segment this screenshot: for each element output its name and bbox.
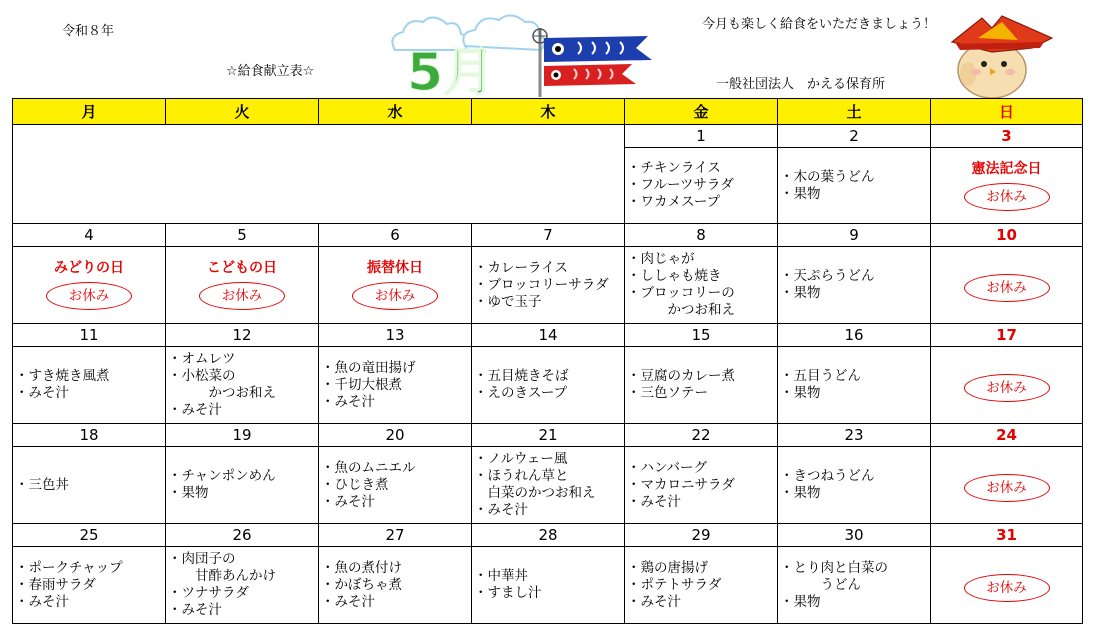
- day-menu: [625, 547, 777, 623]
- menu-calendar: [12, 98, 1083, 624]
- day-number: 13: [319, 324, 472, 347]
- menu-item: ・ひじき煮: [321, 476, 389, 493]
- menu-list: [166, 351, 318, 419]
- menu-item: ・ノルウェー風: [474, 451, 568, 467]
- day-menu: [625, 247, 777, 323]
- koinobori-icon: [528, 22, 663, 97]
- holiday-name: 振替休日: [367, 260, 423, 276]
- menu-item: ・ブロッコリーの: [627, 285, 735, 301]
- menu-item: ・みそ汁: [168, 602, 222, 618]
- menu-item: ・すまし汁: [474, 585, 542, 601]
- menu-item: ・果物: [780, 185, 821, 202]
- weekday-fri: 金: [625, 99, 778, 125]
- day-menu: [319, 547, 471, 623]
- day-menu: [778, 148, 930, 223]
- menu-item: ・三色丼: [15, 476, 69, 493]
- chick-mascot-icon: [948, 8, 1058, 98]
- menu-item: ・みそ汁: [321, 593, 375, 610]
- day-menu: [472, 547, 624, 623]
- day-number: 4: [13, 224, 166, 247]
- day-menu-cell: [13, 447, 166, 524]
- day-menu: [778, 547, 930, 623]
- menu-item: かつお和え: [168, 385, 276, 401]
- month-heading: [405, 38, 505, 96]
- menu-item: ・三色ソテー: [627, 385, 708, 401]
- weekday-thu: 木: [472, 99, 625, 125]
- day-number: 12: [166, 324, 319, 347]
- day-menu-cell: [472, 547, 625, 624]
- menu-list: [778, 169, 930, 203]
- menu-list: [472, 260, 624, 311]
- menu-item: ・オムレツ: [168, 351, 236, 367]
- menu-row: [13, 547, 1083, 624]
- menu-item: ・みそ汁: [168, 402, 222, 418]
- day-menu-cell: [319, 347, 472, 424]
- menu-item: ・果物: [780, 485, 821, 501]
- menu-row: [13, 347, 1083, 424]
- day-number: 29: [625, 524, 778, 547]
- date-row: [13, 324, 1083, 347]
- closed-badge: お休み: [964, 274, 1050, 302]
- menu-item: ・ハンバーグ: [627, 459, 708, 476]
- day-menu: [778, 347, 930, 423]
- day-number: 30: [778, 524, 931, 547]
- day-menu-cell: [625, 447, 778, 524]
- day-number: 8: [625, 224, 778, 247]
- day-menu-cell: [319, 547, 472, 624]
- menu-item: ・肉じゃが: [627, 251, 695, 267]
- menu-item: ・天ぷらうどん: [780, 268, 875, 284]
- menu-item: ・肉団子の: [168, 551, 236, 567]
- holiday-name: みどりの日: [54, 260, 124, 276]
- menu-list: [319, 560, 471, 611]
- day-menu: [778, 247, 930, 323]
- day-menu-cell: [13, 547, 166, 624]
- closed-badge: お休み: [46, 282, 132, 310]
- day-menu-cell: [778, 547, 931, 624]
- day-menu-cell: [166, 547, 319, 624]
- menu-item: ・みそ汁: [321, 493, 375, 510]
- day-number: 2: [778, 125, 931, 148]
- day-menu-cell: [778, 347, 931, 424]
- menu-item: ・チキンライス: [627, 160, 721, 176]
- day-menu-cell: [625, 547, 778, 624]
- day-menu-cell: [166, 247, 319, 324]
- day-number: 20: [319, 424, 472, 447]
- day-menu: [625, 447, 777, 523]
- day-number: 5: [166, 224, 319, 247]
- menu-item: ・すき焼き風煮: [15, 368, 110, 384]
- day-menu-cell: [166, 447, 319, 524]
- menu-row: [13, 447, 1083, 524]
- day-menu-cell: [931, 247, 1083, 324]
- menu-list: [13, 368, 165, 402]
- day-number: 17: [931, 324, 1083, 347]
- date-row: [13, 524, 1083, 547]
- day-number: 21: [472, 424, 625, 447]
- day-menu: [13, 447, 165, 523]
- menu-title: ☆給食献立表☆: [226, 64, 315, 79]
- holiday-name: こどもの日: [207, 260, 277, 276]
- day-menu: [931, 247, 1082, 323]
- date-row: [13, 224, 1083, 247]
- menu-list: [472, 368, 624, 402]
- day-menu: [166, 247, 318, 323]
- day-menu: [472, 347, 624, 423]
- weekday-sat: 土: [778, 99, 931, 125]
- menu-item: ・えのきスープ: [474, 385, 568, 401]
- menu-list: [625, 368, 777, 402]
- date-row: [13, 125, 1083, 148]
- greeting-text: 今月も楽しく給食をいただきましょう！: [702, 17, 937, 32]
- weekday-mon: 月: [13, 99, 166, 125]
- calendar-body: [13, 125, 1083, 624]
- menu-item: 白菜のかつお和え: [474, 485, 596, 501]
- day-menu-cell: [778, 247, 931, 324]
- menu-item: ・果物: [780, 593, 821, 610]
- menu-item: うどん: [780, 576, 861, 593]
- day-menu-cell: [778, 447, 931, 524]
- day-menu-cell: [472, 347, 625, 424]
- menu-item: ・みそ汁: [627, 493, 681, 510]
- organization-name: 一般社団法人 かえる保育所: [716, 77, 886, 92]
- day-number: 18: [13, 424, 166, 447]
- menu-item: ・魚の煮付け: [321, 559, 402, 576]
- menu-list: [319, 360, 471, 411]
- menu-item: ・きつねうどん: [780, 468, 875, 484]
- closed-badge: お休み: [964, 474, 1050, 502]
- menu-item: ・果物: [168, 485, 209, 501]
- menu-item: ・魚の竜田揚げ: [321, 359, 416, 376]
- closed-badge: お休み: [964, 183, 1050, 211]
- day-menu-cell: [13, 247, 166, 324]
- day-number: 28: [472, 524, 625, 547]
- menu-list: [625, 160, 777, 211]
- menu-list: [166, 551, 318, 619]
- menu-list: [778, 468, 930, 502]
- day-menu-cell: [319, 247, 472, 324]
- day-number: 25: [13, 524, 166, 547]
- day-menu-cell: [472, 247, 625, 324]
- menu-list: [166, 468, 318, 502]
- holiday-name: 憲法記念日: [971, 160, 1042, 177]
- month-label: 5月: [407, 43, 496, 96]
- day-menu-cell: [625, 247, 778, 324]
- menu-item: ・中華丼: [474, 568, 528, 584]
- weekday-sun: 日: [931, 99, 1083, 125]
- date-row: [13, 424, 1083, 447]
- day-number: 27: [319, 524, 472, 547]
- day-number: 31: [931, 524, 1083, 547]
- closed-badge: お休み: [964, 374, 1050, 402]
- day-menu: [13, 547, 165, 623]
- menu-list: [778, 560, 930, 611]
- day-menu: [166, 447, 318, 523]
- menu-item: ・小松菜の: [168, 368, 236, 384]
- day-number: 10: [931, 224, 1083, 247]
- menu-item: ・ワカメスープ: [627, 194, 721, 210]
- day-menu-cell: [931, 547, 1083, 624]
- menu-item: ・鶏の唐揚げ: [627, 559, 708, 576]
- menu-item: ・ししゃも焼き: [627, 268, 722, 284]
- menu-list: [13, 477, 165, 494]
- menu-item: ・春雨サラダ: [15, 576, 96, 593]
- day-number: 14: [472, 324, 625, 347]
- day-menu: [166, 547, 318, 623]
- closed-badge: お休み: [964, 574, 1050, 602]
- menu-item: かつお和え: [627, 302, 735, 318]
- menu-item: ・フルーツサラダ: [627, 177, 734, 193]
- menu-item: ・魚のムニエル: [321, 459, 416, 476]
- day-menu-cell: [13, 347, 166, 424]
- day-menu-cell: [625, 347, 778, 424]
- day-menu-cell: [778, 148, 931, 224]
- day-menu: [625, 347, 777, 423]
- day-menu-cell: [472, 447, 625, 524]
- day-menu: [13, 347, 165, 423]
- day-number: 22: [625, 424, 778, 447]
- day-number: 16: [778, 324, 931, 347]
- menu-item: ・果物: [780, 385, 821, 401]
- menu-item: ・五目うどん: [780, 368, 861, 384]
- menu-list: [472, 451, 624, 519]
- weekday-header-row: [13, 99, 1083, 125]
- menu-list: [625, 560, 777, 611]
- menu-item: ・かぼちゃ煮: [321, 576, 402, 593]
- menu-item: 甘酢あんかけ: [168, 568, 276, 584]
- menu-item: ・チャンポンめん: [168, 468, 276, 484]
- era-label: 令和８年: [62, 24, 115, 39]
- day-menu: [778, 447, 930, 523]
- menu-item: ・みそ汁: [627, 593, 681, 610]
- menu-list: [319, 460, 471, 511]
- day-menu: [931, 547, 1082, 623]
- day-number: 7: [472, 224, 625, 247]
- day-menu-cell: [931, 447, 1083, 524]
- weekday-wed: 水: [319, 99, 472, 125]
- day-number: 6: [319, 224, 472, 247]
- menu-item: ・ツナサラダ: [168, 585, 249, 601]
- day-menu-cell: [931, 347, 1083, 424]
- menu-item: ・豆腐のカレー煮: [627, 368, 735, 384]
- menu-item: ・ブロッコリーサラダ: [474, 276, 609, 293]
- menu-item: ・木の葉うどん: [780, 168, 875, 185]
- day-number: 24: [931, 424, 1083, 447]
- day-number: 19: [166, 424, 319, 447]
- menu-list: [472, 568, 624, 602]
- day-menu: [931, 447, 1082, 523]
- day-menu-cell: [319, 447, 472, 524]
- menu-list: [778, 268, 930, 302]
- day-menu-cell: [625, 148, 778, 224]
- menu-item: ・ポークチャップ: [15, 559, 123, 576]
- menu-list: [625, 460, 777, 511]
- menu-item: ・果物: [780, 285, 821, 301]
- menu-item: ・五目焼きそば: [474, 368, 569, 384]
- day-menu: [931, 148, 1082, 223]
- day-menu: [931, 347, 1082, 423]
- day-number: 23: [778, 424, 931, 447]
- menu-item: ・みそ汁: [15, 385, 69, 401]
- menu-list: [778, 368, 930, 402]
- day-menu: [472, 447, 624, 523]
- menu-item: ・マカロニサラダ: [627, 476, 735, 493]
- day-menu: [625, 148, 777, 223]
- day-menu: [319, 247, 471, 323]
- day-menu-cell: [166, 347, 319, 424]
- day-menu: [472, 247, 624, 323]
- menu-item: ・みそ汁: [321, 393, 375, 410]
- day-menu-cell: [931, 148, 1083, 224]
- day-menu: [13, 247, 165, 323]
- menu-item: ・千切大根煮: [321, 376, 402, 393]
- menu-item: ・ほうれん草と: [474, 468, 569, 484]
- day-menu: [319, 447, 471, 523]
- day-number: 11: [13, 324, 166, 347]
- day-number: 26: [166, 524, 319, 547]
- menu-item: ・みそ汁: [15, 593, 69, 610]
- menu-list: [13, 560, 165, 611]
- day-number: 15: [625, 324, 778, 347]
- menu-row: [13, 247, 1083, 324]
- menu-item: ・とり肉と白菜の: [780, 559, 888, 576]
- empty-days-cell: [13, 125, 625, 224]
- closed-badge: お休み: [352, 282, 438, 310]
- menu-item: ・みそ汁: [474, 502, 528, 518]
- day-number: 1: [625, 125, 778, 148]
- menu-item: ・ポテトサラダ: [627, 576, 722, 593]
- menu-item: ・ゆで玉子: [474, 293, 542, 310]
- weekday-tue: 火: [166, 99, 319, 125]
- menu-item: ・カレーライス: [474, 259, 568, 276]
- closed-badge: お休み: [199, 282, 285, 310]
- day-menu: [319, 347, 471, 423]
- menu-list: [625, 251, 777, 319]
- day-number: 9: [778, 224, 931, 247]
- day-menu: [166, 347, 318, 423]
- day-number: 3: [931, 125, 1083, 148]
